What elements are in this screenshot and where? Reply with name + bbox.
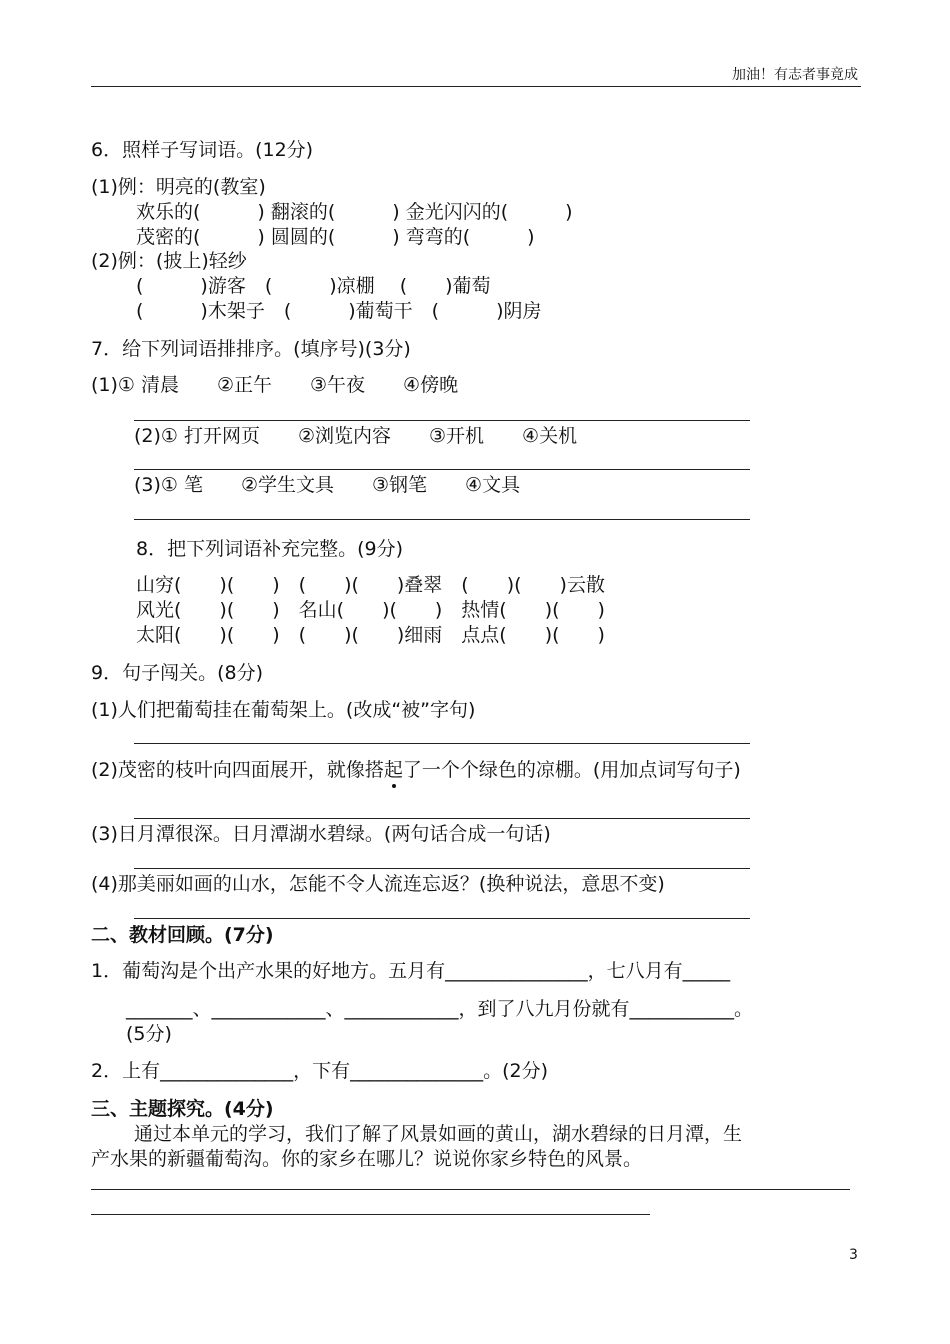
q6-part1-example: (1)例：明亮的(教室): [91, 176, 266, 198]
section3-para-line1: 通过本单元的学习，我们了解了风景如画的黄山，湖水碧绿的日月潭，生: [134, 1123, 743, 1145]
q7-answer-line-1: [134, 420, 750, 421]
q9-answer-line-1: [134, 743, 750, 744]
section3-para-line2: 产水果的新疆葡萄沟。你的家乡在哪儿？说说你家乡特色的风景。: [91, 1148, 643, 1170]
q7-answer-line-3: [134, 519, 750, 520]
section3-title: 三、主题探究。(4分): [91, 1098, 274, 1120]
section2-q1-line2: _______、____________、____________，到了八九月份就有___________。: [126, 998, 754, 1020]
header-rule: [91, 86, 861, 87]
q9-answer-line-3: [134, 868, 750, 869]
q9-item3: (3)日月潭很深。日月潭湖水碧绿。(两句话合成一句话): [91, 823, 551, 845]
q8-title: 8．把下列词语补充完整。(9分): [136, 538, 404, 560]
q6-part1-line2: 茂密的( ) 圆圆的( ) 弯弯的( ): [136, 226, 535, 248]
q9-title: 9．句子闯关。(8分): [91, 662, 264, 684]
q8-line3: 太阳( )( ) ( )( )细雨 点点( )( ): [136, 624, 605, 646]
q9-answer-line-2: [134, 818, 750, 819]
section2-q1-line1: 1．葡萄沟是个出产水果的好地方。五月有_______________，七八月有_____: [91, 960, 731, 982]
q9-item4: (4)那美丽如画的山水，怎能不令人流连忘返？(换种说法，意思不变): [91, 873, 665, 895]
q8-line1: 山穷( )( ) ( )( )叠翠 ( )( )云散: [136, 574, 605, 596]
section3-answer-line-2: [91, 1214, 650, 1215]
q6-part2-line1: ( )游客 ( )凉棚 ( )葡萄: [136, 275, 491, 297]
q6-part2-line2: ( )木架子 ( )葡萄干 ( )阴房: [136, 300, 542, 322]
page-number: 3: [849, 1247, 858, 1263]
q7-title: 7．给下列词语排排序。(填序号)(3分): [91, 338, 411, 360]
q7-item3: (3)① 笔 ②学生文具 ③钢笔 ④文具: [134, 474, 521, 496]
emphasis-dot-mark: [392, 784, 396, 788]
q7-item2: (2)① 打开网页 ②浏览内容 ③开机 ④关机: [134, 425, 578, 447]
section3-answer-line-1: [91, 1189, 850, 1190]
section2-q2: 2．上有______________，下有______________。(2分): [91, 1060, 549, 1082]
q9-item2: (2)茂密的枝叶向四面展开，就像搭起了一个个绿色的凉棚。(用加点词写句子): [91, 759, 741, 781]
q6-title: 6．照样子写词语。(12分): [91, 139, 314, 161]
q7-item1: (1)① 清晨 ②正午 ③午夜 ④傍晚: [91, 374, 459, 396]
q9-answer-line-4: [134, 918, 750, 919]
header-motto: 加油！有志者事竟成: [732, 67, 858, 83]
q6-part2-example: (2)例：(披上)轻纱: [91, 250, 247, 272]
section2-q1-score: (5分): [126, 1023, 172, 1045]
section2-title: 二、教材回顾。(7分): [91, 924, 274, 946]
q8-line2: 风光( )( ) 名山( )( ) 热情( )( ): [136, 599, 605, 621]
q6-part1-line1: 欢乐的( ) 翻滚的( ) 金光闪闪的( ): [136, 201, 573, 223]
q9-item1: (1)人们把葡萄挂在葡萄架上。(改成“被”字句): [91, 699, 476, 721]
q7-answer-line-2: [134, 469, 750, 470]
